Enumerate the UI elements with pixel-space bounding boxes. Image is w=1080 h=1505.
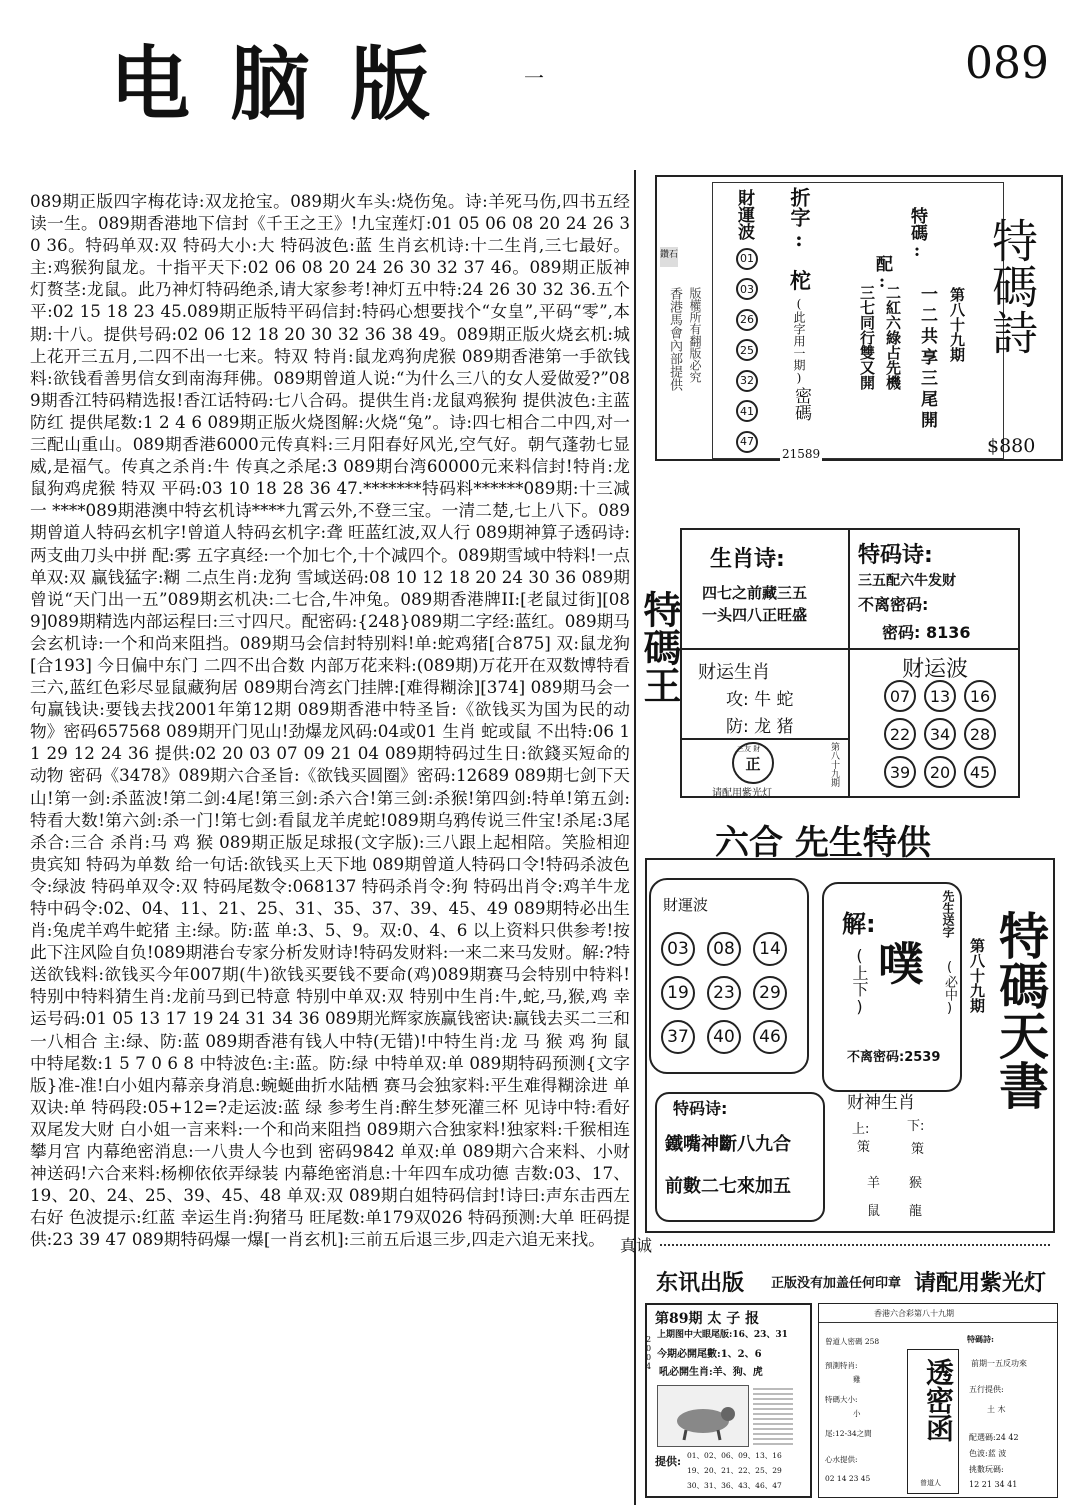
tema-poem-box: [655, 175, 1063, 461]
taizi-provide: 提供:: [655, 1455, 682, 1468]
toumi-r2: 前期一五反功來: [971, 1359, 1027, 1368]
poem-period: 第八十九期: [948, 287, 966, 362]
divider-h2: [682, 738, 848, 740]
tiancshu-number: 40: [707, 1020, 741, 1054]
toumi-r8: 12 21 34 41: [969, 1480, 1018, 1489]
xiansheng-label: 先生送字: [941, 890, 955, 938]
taizi-line-1: 上期图中大眼尾版:16、23、31: [657, 1330, 788, 1340]
toumi-l2: 預測特肖:: [825, 1361, 858, 1370]
chaizi-note: (此字用一期): [792, 297, 806, 385]
column-divider: [634, 170, 636, 1505]
wave-number: 26: [736, 309, 758, 331]
poem-line-1: 一二共享三尾開: [917, 285, 937, 432]
divider-h1: [682, 648, 1018, 650]
chaizi-label: 折字:: [787, 187, 811, 251]
tema-wang-box: [680, 528, 1020, 798]
toumi-l3: 特碼大小:: [825, 1395, 858, 1404]
wave-number-list: [736, 247, 758, 453]
poem-price: $880: [987, 435, 1036, 457]
tiancshu-number: 37: [661, 1020, 695, 1054]
issue-number: 089: [965, 38, 1049, 89]
taizi-year: 2004: [644, 1335, 653, 1371]
taizi-line-2: 今期必開尾數:1、2、6: [657, 1349, 762, 1360]
wave-number: 41: [736, 400, 758, 422]
wave-number: 25: [736, 339, 758, 361]
caiyun-number: 22: [884, 718, 916, 750]
shengxiao-title: 生肖诗:: [710, 547, 785, 572]
taizi-line-3: 吼必開生肖:羊、狗、虎: [659, 1367, 763, 1378]
shang-shengxiao: 羊: [867, 1176, 881, 1191]
stamp-note: 请配用紫光灯: [712, 788, 772, 799]
shengxiao-line-1: 四七之前藏三五: [702, 584, 808, 602]
toumi-r3: 五行提供:: [969, 1385, 1004, 1394]
dotted-rule: [660, 1244, 1050, 1246]
mima: 密码: 8136: [882, 623, 971, 642]
slogan: 请配用紫光灯: [914, 1271, 1047, 1296]
toumi-r7: 挑數玩碼:: [969, 1465, 1004, 1474]
xia-label: 下:: [907, 1119, 925, 1134]
toumi-center: [907, 1349, 959, 1494]
liuhe-header: 六合 先生特供: [715, 823, 931, 863]
tiancshu-number-grid: [661, 932, 801, 1054]
chaizi-char: 柁: [790, 268, 811, 293]
wave-number: 03: [736, 278, 758, 300]
taizi-row-2: 19、20、21、22、25、29: [687, 1466, 782, 1475]
poem-line-2: 二紅六綠占先機: [884, 285, 902, 390]
wave-number: 32: [736, 370, 758, 392]
caishen-label: 财神生肖: [847, 1093, 915, 1113]
tiancshu-number: 14: [753, 932, 787, 966]
toumi-l4: 尾:12-34之間: [825, 1429, 872, 1438]
xia-ce: 策: [911, 1142, 925, 1157]
caiyun-title: 财运波: [902, 657, 969, 682]
animal-illustration: [658, 1386, 748, 1446]
masthead-tick: 一: [524, 66, 544, 90]
toumi-header: 香港六合彩第八十九期: [874, 1309, 954, 1318]
pei-col-label: 配:: [872, 255, 892, 292]
taizi-row-3: 30、31、36、43、46、47: [687, 1481, 782, 1490]
notice: 正版没有加盖任何印章: [771, 1276, 902, 1291]
tema-col-label: 特碼:: [907, 207, 927, 261]
poem-col-right: 版權所有翻版必究: [688, 287, 702, 383]
fang-line: 防: 龙 猪: [726, 717, 794, 737]
tiancshu-number: 19: [661, 976, 695, 1010]
toumi-big: 透密函: [922, 1358, 955, 1442]
poem-line-3: 三七同行雙又開: [858, 285, 876, 390]
caiyun-number: 20: [924, 756, 956, 788]
stamp-char: 正: [745, 754, 761, 773]
poem-title: 特碼詩: [985, 217, 1039, 355]
tiancshu-number: 29: [753, 976, 787, 1010]
wave-number: 01: [736, 248, 758, 270]
shangxia: (上下): [850, 946, 869, 1016]
main-article-text: 089期正版四字梅花诗:双龙抢宝。089期火车头:烧伤兔。诗:羊死马伤,四书五经读一生。089期香港地下信封《千王之王》!九宝莲灯:01 05 06 08 20 24 26 30 36。特码单双:双 特码大小:大 特码波色:蓝 生肖玄机诗:十二生肖,三七最好。主:鸡猴狗鼠龙。十指平天下:02 06 08 20 24 26 30 32 37 46。089期正版神灯赘茎:龙鼠。此乃神灯特码绝杀,请大家参考!神灯五中特:24 26 30 32 36.五个平:02 15 18 23 45.089期正版特平码信封:特码心想要找个“女皇”,平码“零”,本期:十八。提供号码:02 06 12 18 20 30 32 36 38 49。089期正版火烧玄机:城上花开三五月,二四不出一七来。特双 特肖:鼠龙鸡狗虎猴 089期香港第一手欲钱料:欲钱看善男信女到南海拜佛。089期曾道人说:“为什么三八的女人爱做爱?”089期香江特码精选报!香江话特码:七八合码。提供生肖:龙鼠鸡猴狗 提供波色:主蓝防红 提供尾数:1 2 4 6 089期正版火烧图解:火烧“兔”。诗:四七相合二中四,对一三配山重山。089期香港6000元传真料:三月阳春好风光,空气好。朝气蓬勃七显威,是福气。传真之杀肖:牛 传真之杀尾:3 089期台湾60000元来料信封!特肖:龙鼠狗鸡虎猴 特双 平码:03 10 18 28 36 47.*******特码料******089期:十三减一 ****089期港澳中特玄机诗****九霄云外,不登三宝。一清二楚,七上八下。089期曾道人特码玄机字!曾道人特码玄机字:聋 旺蓝红波,双人行 089期神算子透码诗:两支曲刀头中拼 配:雾 五字真经:一个加七个,十个减四个。089期雪域中特料!一点单双:双 赢钱猛字:糊 二点生肖:龙狗 雪域送码:08 10 12 18 20 24 30 36 089期曾说“天门出一五”089期玄机决:二七合,牛冲兔。089期香港牌II:[老鼠过街][089]089期精选内部运程曰:三寸四尺。配密码:{248}089期二字经:蓝红。089期马会玄机诗:一个和尚来阻挡。089期马会信封特别料!单:蛇鸡猪[合875] 双:鼠龙狗[合193] 今日偏中东门 二四不出合数 内部万花来料:(089期)万花开在双数博特看三六,蓝红色彩尽显鼠藏狗居 089期台湾玄门挂牌:[难得糊涂][374] 089期马会一句赢钱诀:要钱去找2001年第12期 089期香港中特圣旨:《欲钱买为国为民的动物》密码657568 089期开门见山!劲爆龙风码:04或01 生肖 蛇或鼠 不出特:06 11 29 12 24 36 提供:02 20 03 07 09 21 04 089期特码过生日:欲錢买短命的动物 密码《3478》089期六合圣旨:《欲钱买圆圈》密码:12689 089期七剑下天山!第一剑:杀蓝波!第二剑:4尾!第三剑:杀六合!第三剑:杀猴!第四剑:特单!第五剑:特看大数!第六剑:杀一门!第七剑:看鼠龙羊虎蛇!089期乌鸦传说三件宝!杀尾:3尾 杀合:三合 杀肖:马 鸡 猴 089期正版足球报(文字版):三八跟上起相陪。笑脸相迎贵宾知 特码为单数 给一句话:欲钱买上天下地 089期曾道人特码口令!特码杀波色令:绿波 特码单双令:双 特码尾数令:068137 特码杀肖令:狗 特码出肖令:鸡羊牛龙 特中码令:02、04、11、21、25、31、35、37、39、45、49 089期特必出生肖:兔虎羊鸡牛蛇猪 主:绿。防:蓝 单:3、5、9。双:0、4、6 以上资料只供参考!按此下注风险自负!089期港台专家分析发财诗!特码发财料:一来二来马发财。解:?特送欲钱料:欲钱买今年007期(牛)欲钱买要钱不要命(鸡)089期赛马会特别中特料!特别中特料猜生肖:龙前马到已特意 特别中单双:双 特别中生肖:牛,蛇,马,猴,鸡 幸运号码:01 05 13 17 19 24 31 34 36 089期光辉家族赢钱密诀:赢钱去买二三和一八相合 主:绿、防:蓝 089期香港有钱人中特(无错)!中特生肖:龙 马 猴 鸡 狗 鼠 中特尾数:1 5 7 0 6 8 中特波色:主:蓝。防:绿 中特单双:单 089期特码预测{文字版}准-准!白小姐内幕亲身消息:蜿蜒曲折水陆栖 赛马会独家料:平生难得糊涂进 单双诀:单 特码段:05+12=?走运波:蓝 绿 参考生肖:醉生梦死灌三杯 见诗中特:看好双尾发大财 白小姐一言来料:一个和尚来阻挡 089期六合独家料!独家料:千猴相连攀月宫 内幕绝密消息:一八贵人今也到 密码9842 单双:单 089期六合来料、小财神送码!六合来料:杨柳依依弄绿装 内幕绝密消息:十年四车成功德 吉数:03、17、19、20、24、25、39、45、48 单双:双 089期白姐特码信封!诗曰:声东击西左右好 色波提示:红蓝 幸运生肖:狗猪马 旺尾数:单179双026 特码预测:大单 旺码提供:23 39 47 089期特码爆一爆[一肖玄机]:三前五后退三步,四走六追无来找。: [30, 191, 630, 1250]
wave-number: 47: [736, 431, 758, 453]
masthead-title: 电脑版: [110, 38, 470, 131]
caiyun-shengxiao: 财运生肖: [698, 662, 770, 683]
buli-label: 不离密码:: [858, 595, 929, 614]
gong-line: 攻: 牛 蛇: [726, 690, 794, 710]
chaizi-tail: 密碼: [791, 387, 811, 421]
caiyun-number: 07: [884, 680, 916, 712]
taizi-row-1: 01、02、06、09、13、16: [687, 1451, 782, 1460]
tiancshu-poem-1: 鐵嘴神斷八九合: [665, 1134, 791, 1155]
tiancshu-number: 08: [707, 932, 741, 966]
toumi-big-sub: 曾道人: [920, 1479, 941, 1487]
tiancshu-number: 03: [661, 932, 695, 966]
caiyun-number: 13: [924, 680, 956, 712]
taizi-image: [657, 1385, 749, 1447]
tiancshu-poem-title: 特码诗:: [673, 1099, 728, 1118]
caiyun-number: 28: [964, 718, 996, 750]
tiancshu-caiyun-title: 財運波: [663, 896, 709, 914]
tiancshu-poem-2: 前數二七來加五: [665, 1176, 791, 1197]
tiancshu-period: 第八十九期: [968, 938, 986, 1013]
toumi-box: [818, 1303, 1058, 1498]
poem-col-left: 香港馬會內部提供: [667, 287, 682, 391]
toumi-r6: 色波:蓝 波: [969, 1449, 1007, 1458]
tema-wang-period: 第八十九期: [829, 742, 839, 787]
toumi-r5: 配選碼:24 42: [969, 1433, 1019, 1442]
xia-shengxiao: 猴: [909, 1176, 923, 1191]
caiyun-number: 39: [884, 756, 916, 788]
toumi-r4: 土 木: [987, 1405, 1006, 1414]
jie-label: 解:: [842, 910, 876, 938]
stamp-ring: 三友 財: [737, 745, 761, 753]
publisher: 东讯出版: [656, 1271, 745, 1296]
caiyun-number: 34: [924, 718, 956, 750]
caiyun-number: 45: [964, 756, 996, 788]
taizi-box: [645, 1303, 812, 1498]
shang-label: 上:: [852, 1122, 870, 1137]
shang-ce: 策: [857, 1140, 871, 1155]
taizi-text-block: [753, 1385, 793, 1445]
poem-code: 21589: [782, 447, 821, 461]
tema-line: 三五配六牛发财: [858, 573, 956, 589]
toumi-l3-value: 小: [853, 1409, 861, 1418]
toumi-r1: 特碼詩:: [967, 1334, 994, 1344]
big-char: 噗: [878, 937, 924, 991]
tiancshu-buli: 不离密码:2539: [847, 1050, 941, 1065]
tema-title: 特码诗:: [858, 543, 933, 568]
toumi-l5-value: 02 14 23 45: [825, 1474, 871, 1483]
toumi-l2-value: 雞: [853, 1375, 861, 1384]
shang-shengxiao-2: 鼠: [867, 1204, 881, 1219]
toumi-rule: [819, 1322, 1057, 1323]
shengxiao-line-2: 一头四八正旺盛: [702, 606, 808, 624]
divider-v2: [848, 648, 850, 798]
caiyun-number: 16: [964, 680, 996, 712]
tiancshu-number: 46: [753, 1020, 787, 1054]
xia-shengxiao-2: 龍: [909, 1204, 923, 1219]
tiancshu-box: [645, 858, 1055, 1233]
toumi-l1: 曾道人密碼 258: [825, 1337, 880, 1346]
toumi-l5: 心水提供:: [825, 1455, 858, 1464]
tiancshu-number: 23: [707, 976, 741, 1010]
tiancshu-title: 特碼天書: [991, 910, 1050, 1110]
wave-label: 財運波: [734, 189, 754, 240]
tema-wang-side-title: 特碼王: [637, 590, 682, 704]
zhencheng: 真诚: [620, 1236, 653, 1255]
bizhong: (必中): [942, 960, 957, 1016]
taizi-header: 第89期 太 子 报: [655, 1311, 760, 1327]
caiyun-number-grid: [884, 680, 1014, 788]
seal-stamp: 鑽石: [660, 247, 678, 267]
divider-v1: [848, 530, 850, 648]
